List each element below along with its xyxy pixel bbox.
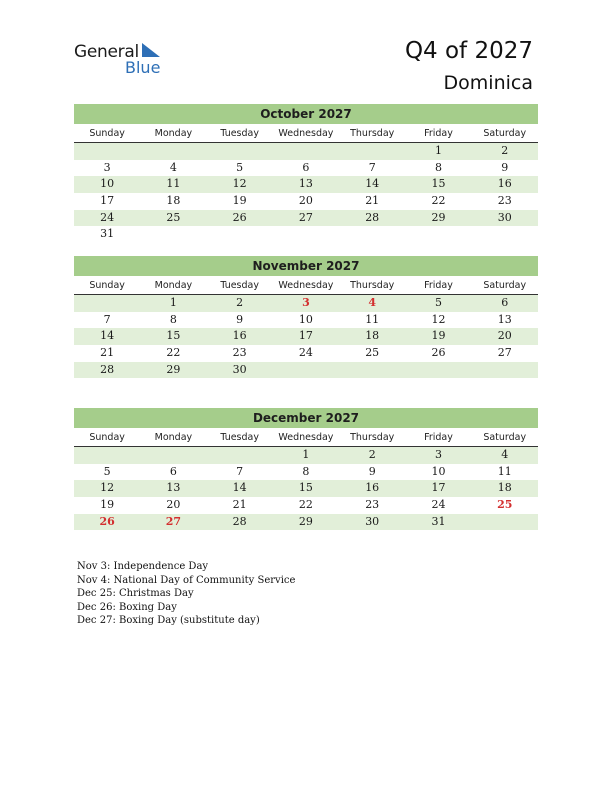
weeks-container [74, 295, 538, 378]
day-cell: 5 [434, 296, 442, 309]
weekday-label: Thursday [350, 432, 395, 443]
day-cell: 9 [501, 160, 509, 174]
day-cell: 15 [166, 329, 181, 343]
day-cell: 15 [298, 481, 313, 495]
day-cell: 22 [431, 194, 446, 208]
week-row [74, 464, 538, 481]
day-cell: 14 [232, 481, 247, 495]
month-title: December 2027 [74, 408, 538, 428]
day-cell: 17 [100, 194, 115, 208]
day-cell: 21 [232, 498, 247, 512]
empty-day-cell [405, 362, 471, 379]
day-cell: 3 [302, 296, 310, 309]
day-cell: 5 [103, 464, 111, 478]
day-cell: 13 [298, 177, 313, 191]
empty-day-cell [273, 362, 339, 379]
logo-word-blue: Blue [125, 58, 161, 77]
day-cell: 20 [298, 194, 313, 208]
week-row [74, 295, 538, 312]
day-cell: 4 [501, 448, 509, 461]
day-cell: 29 [166, 362, 181, 376]
empty-day-cell [273, 226, 339, 243]
day-cell: 18 [497, 481, 512, 495]
page-title: Q4 of 2027 [404, 38, 533, 64]
weekday-header-row [74, 430, 538, 447]
empty-day-cell [339, 226, 405, 243]
week-row [74, 193, 538, 210]
holiday-note: Dec 25: Christmas Day [77, 588, 194, 599]
day-cell: 20 [497, 329, 512, 343]
week-row [74, 480, 538, 497]
weekday-label: Thursday [350, 280, 395, 291]
weekday-label: Wednesday [278, 280, 334, 291]
day-cell: 24 [431, 498, 446, 512]
day-cell: 26 [431, 346, 446, 360]
day-cell: 23 [365, 498, 380, 512]
day-cell: 27 [298, 210, 313, 224]
day-cell: 12 [232, 177, 247, 191]
month-october [74, 104, 538, 243]
empty-day-cell [207, 447, 273, 464]
week-row [74, 447, 538, 464]
day-cell: 7 [103, 312, 111, 326]
empty-day-cell [74, 143, 140, 160]
holiday-note: Dec 26: Boxing Day [77, 601, 177, 613]
logo-triangle-icon [142, 43, 162, 59]
week-row [74, 497, 538, 514]
empty-day-cell [472, 226, 538, 243]
holiday-note: Nov 4: National Day of Community Service [77, 574, 296, 586]
week-row [74, 362, 538, 379]
empty-day-cell [405, 226, 471, 243]
day-cell: 19 [100, 498, 115, 512]
day-cell: 9 [236, 312, 244, 326]
week-row [74, 514, 538, 531]
weekday-label: Sunday [89, 432, 125, 443]
weekday-label: Sunday [89, 280, 125, 291]
week-row [74, 210, 538, 227]
weekday-label: Wednesday [278, 432, 334, 443]
month-december [74, 408, 538, 530]
weeks-container [74, 143, 538, 243]
empty-day-cell [339, 362, 405, 379]
weekday-label: Friday [424, 128, 453, 139]
weekday-label: Tuesday [220, 432, 259, 443]
weekday-label: Sunday [89, 128, 125, 139]
weekday-header-row [74, 126, 538, 143]
day-cell: 7 [368, 160, 376, 174]
logo-word-general: General [74, 42, 139, 62]
day-cell: 18 [166, 194, 181, 208]
day-cell: 8 [169, 312, 177, 326]
day-cell: 10 [431, 464, 446, 478]
day-cell: 17 [298, 329, 313, 343]
weekday-label: Tuesday [220, 280, 259, 291]
day-cell: 30 [232, 362, 247, 376]
day-cell: 28 [232, 514, 247, 528]
weekday-label: Saturday [483, 432, 527, 443]
day-cell: 14 [365, 177, 380, 191]
weekday-label: Monday [154, 128, 193, 139]
day-cell: 26 [99, 514, 115, 528]
holiday-notes [77, 560, 295, 628]
empty-day-cell [472, 362, 538, 379]
week-row [74, 226, 538, 243]
empty-day-cell [207, 143, 273, 160]
day-cell: 18 [365, 329, 380, 343]
weekday-label: Saturday [483, 280, 527, 291]
empty-day-cell [74, 447, 140, 464]
weekday-label: Thursday [350, 128, 395, 139]
week-row [74, 312, 538, 329]
day-cell: 2 [368, 448, 376, 461]
day-cell: 27 [497, 346, 512, 360]
empty-day-cell [472, 514, 538, 531]
brand-logo [74, 42, 184, 78]
day-cell: 25 [497, 498, 513, 512]
day-cell: 29 [431, 210, 446, 224]
day-cell: 21 [100, 346, 115, 360]
day-cell: 26 [232, 210, 247, 224]
week-row [74, 176, 538, 193]
day-cell: 15 [431, 177, 446, 191]
empty-day-cell [207, 226, 273, 243]
day-cell: 16 [365, 481, 380, 495]
day-cell: 10 [298, 312, 313, 326]
day-cell: 11 [166, 177, 181, 191]
day-cell: 27 [165, 514, 182, 528]
day-cell: 14 [100, 329, 115, 343]
day-cell: 5 [236, 160, 244, 174]
day-cell: 13 [497, 312, 512, 326]
week-row [74, 328, 538, 345]
day-cell: 21 [365, 194, 380, 208]
empty-day-cell [140, 226, 206, 243]
weeks-container [74, 447, 538, 530]
day-cell: 20 [166, 498, 181, 512]
holiday-note: Nov 3: Independence Day [77, 561, 209, 572]
day-cell: 19 [232, 194, 247, 208]
day-cell: 12 [100, 481, 115, 495]
day-cell: 8 [302, 464, 310, 478]
month-title: November 2027 [74, 256, 538, 276]
empty-day-cell [339, 143, 405, 160]
month-title: October 2027 [74, 104, 538, 124]
day-cell: 4 [368, 296, 377, 309]
weekday-header-row [74, 278, 538, 295]
day-cell: 6 [302, 160, 310, 174]
day-cell: 8 [434, 160, 442, 174]
day-cell: 16 [232, 329, 247, 343]
day-cell: 29 [298, 514, 313, 528]
day-cell: 4 [169, 160, 177, 174]
day-cell: 6 [501, 296, 509, 309]
holiday-note: Dec 27: Boxing Day (substitute day) [77, 615, 260, 626]
weekday-label: Friday [424, 432, 453, 443]
day-cell: 12 [431, 312, 446, 326]
week-row [74, 160, 538, 177]
day-cell: 1 [302, 448, 310, 461]
weekday-label: Monday [154, 280, 193, 291]
day-cell: 16 [497, 177, 512, 191]
day-cell: 10 [100, 177, 115, 191]
day-cell: 28 [365, 210, 380, 224]
day-cell: 3 [103, 160, 111, 174]
day-cell: 31 [431, 514, 446, 528]
week-row [74, 345, 538, 362]
day-cell: 1 [434, 144, 442, 157]
week-row [74, 143, 538, 160]
day-cell: 25 [365, 346, 380, 360]
weekday-label: Monday [154, 432, 193, 443]
weekday-label: Tuesday [220, 128, 259, 139]
empty-day-cell [74, 295, 140, 312]
day-cell: 2 [501, 144, 509, 157]
day-cell: 23 [497, 194, 512, 208]
day-cell: 3 [434, 448, 442, 461]
day-cell: 30 [365, 514, 380, 528]
weekday-label: Saturday [483, 128, 527, 139]
day-cell: 9 [368, 464, 376, 478]
page-subtitle: Dominica [443, 72, 533, 94]
empty-day-cell [273, 143, 339, 160]
day-cell: 24 [100, 210, 115, 224]
weekday-label: Wednesday [278, 128, 334, 139]
empty-day-cell [140, 143, 206, 160]
day-cell: 11 [365, 312, 380, 326]
day-cell: 6 [169, 464, 177, 478]
day-cell: 31 [100, 227, 115, 241]
day-cell: 11 [497, 464, 512, 478]
day-cell: 1 [169, 296, 177, 309]
day-cell: 13 [166, 481, 181, 495]
day-cell: 28 [100, 362, 115, 376]
day-cell: 24 [298, 346, 313, 360]
day-cell: 19 [431, 329, 446, 343]
day-cell: 7 [236, 464, 244, 478]
month-november [74, 256, 538, 378]
empty-day-cell [140, 447, 206, 464]
day-cell: 22 [298, 498, 313, 512]
day-cell: 23 [232, 346, 247, 360]
day-cell: 2 [236, 296, 244, 309]
day-cell: 30 [497, 210, 512, 224]
day-cell: 25 [166, 210, 181, 224]
day-cell: 22 [166, 346, 181, 360]
weekday-label: Friday [424, 280, 453, 291]
day-cell: 17 [431, 481, 446, 495]
